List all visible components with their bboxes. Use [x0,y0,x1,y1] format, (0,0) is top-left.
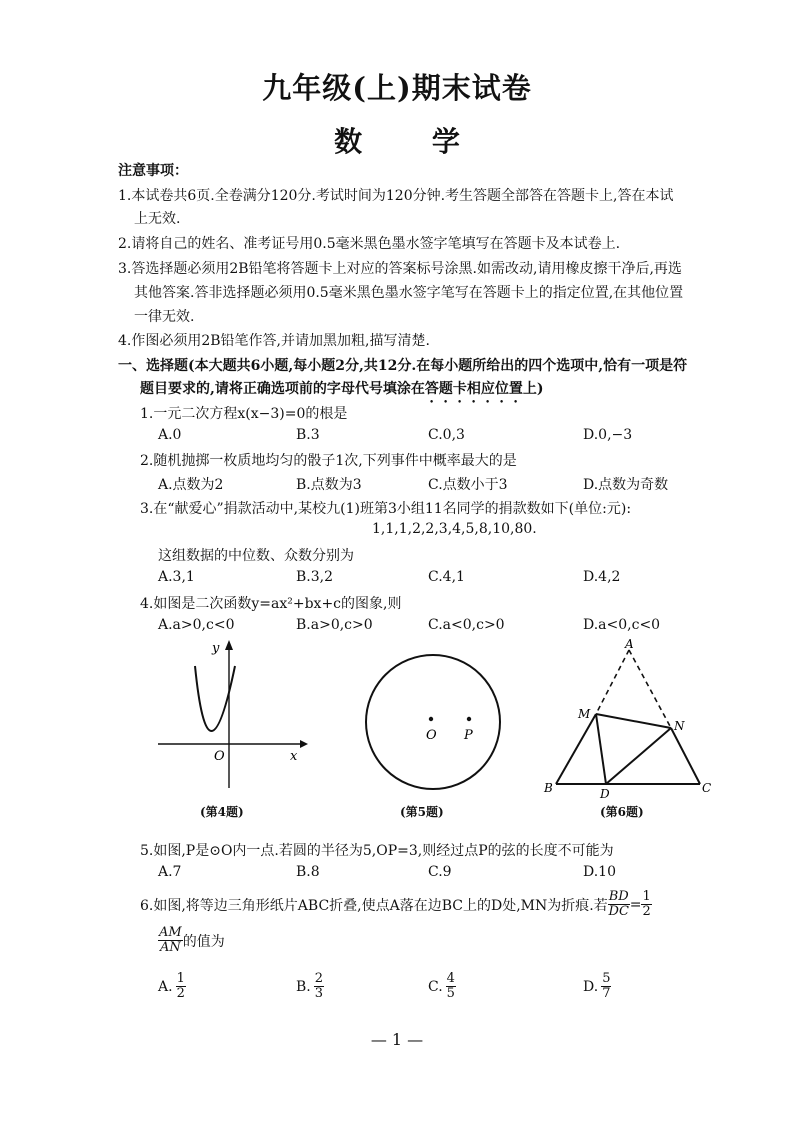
point-d-label: D [600,787,610,800]
note-line: 一律无效. [134,309,195,325]
q6-option-a: A. $\frac{1}{2}$ [158,971,185,1001]
y-axis-label: y [212,641,220,656]
q3-option-a: A.3,1 [158,569,195,585]
note-line: 其他答案.答非选择题必须用0.5毫米黑色墨水签字笔写在答题卡上的指定位置,在其他位置 [134,285,684,301]
note-line: 上无效. [134,211,181,227]
q2-option-a: A.点数为2 [158,477,224,493]
question-5-stem: 5.如图,P是⊙O内一点.若圆的半径为5,OP=3,则经过点P的弦的长度不可能为 [140,843,614,859]
q4-option-c: C.a<0,c>0 [428,617,505,633]
point-m-label: M [578,707,591,721]
q3-option-b: B.3,2 [296,569,334,585]
emphasis-text: 答题卡相应位置 [424,381,523,397]
q1-option-a: A.0 [158,427,182,443]
q4-option-d: D.a<0,c<0 [583,617,661,633]
section-heading-cont: 题目要求的,请将正确选项前的字母代号填涂在答题卡相应位置上) [140,381,544,397]
question-2-stem: 2.随机抛掷一枚质地均匀的骰子1次,下列事件中概率最大的是 [140,453,517,469]
section-heading: 一、选择题(本大题共6小题,每小题2分,共12分.在每小题所给出的四个选项中,恰有一项是符 [118,358,688,374]
q2-option-d: D.点数为奇数 [583,477,669,493]
vertex-c-label: C [702,781,712,795]
figure-5-circle [360,648,510,798]
q3-question: 这组数据的中位数、众数分别为 [158,548,354,564]
q5-option-d: D.10 [583,864,616,880]
notes-heading: 注意事项： [118,163,188,179]
question-3-stem: 3.在“献爱心”捐款活动中,某校九(1)班第3小组11名同学的捐款数如下(单位:元): [140,501,632,517]
q5-option-a: A.7 [158,864,182,880]
q3-option-c: C.4,1 [428,569,465,585]
question-4-stem: 4.如图是二次函数y=ax²+bx+c的图象,则 [140,596,402,612]
note-line: 1.本试卷共6页.全卷满分120分.考试时间为120分钟.考生答题全部答在答题卡上,答在本试 [118,188,674,204]
q2-option-b: B.点数为3 [296,477,362,493]
center-label: O [426,728,437,743]
vertex-a-label: A [625,637,634,651]
figure-6-triangle [540,636,720,800]
q3-option-d: D.4,2 [583,569,621,585]
q4-option-a: A.a>0,c<0 [158,617,235,633]
question-1-stem: 1.一元二次方程x(x−3)=0的根是 [140,406,348,422]
q5-option-b: B.8 [296,864,320,880]
question-6-stem: 6.如图,将等边三角形纸片ABC折叠,使点A落在边BC上的D处,MN为折痕.若 $\frac{BD}{DC}$ = $\frac{1}{2}$ [140,889,651,919]
page-subtitle: 数 学 [334,125,490,158]
figure-4-caption: (第4题) [200,805,244,819]
q6-option-d: D. $\frac{5}{7}$ [583,971,611,1001]
q6-option-b: B. $\frac{2}{3}$ [296,971,324,1001]
note-line: 4.作图必须用2B铅笔作答,并请加黑加粗,描写清楚. [118,333,430,349]
ratio-value: $\frac{1}{2}$ [642,889,651,919]
point-p-label: P [464,728,473,743]
origin-label: O [214,749,225,764]
q2-option-c: C.点数小于3 [428,477,508,493]
x-axis-label: x [290,749,298,764]
q3-data-line: 1,1,1,2,2,3,4,5,8,10,80. [372,521,537,537]
figure-4-parabola [150,636,310,796]
q4-option-b: B.a>0,c>0 [296,617,373,633]
ratio-bd-dc: $\frac{BD}{DC}$ [608,889,629,919]
q1-option-b: B.3 [296,427,320,443]
question-6-ask: $\frac{AM}{AN}$ 的值为 [159,925,225,955]
q1-option-c: C.0,3 [428,427,465,443]
q6-option-c: C. $\frac{4}{5}$ [428,971,455,1001]
figure-5-caption: (第5题) [400,805,444,819]
q5-option-c: C.9 [428,864,452,880]
page-title: 九年级(上)期末试卷 [262,71,532,105]
point-n-label: N [674,719,685,733]
page-number: — 1 — [370,1030,424,1049]
figure-6-caption: (第6题) [600,805,644,819]
ratio-am-an: $\frac{AM}{AN}$ [159,925,182,955]
note-line: 2.请将自己的姓名、准考证号用0.5毫米黑色墨水签字笔填写在答题卡及本试卷上. [118,236,621,252]
q1-option-d: D.0,−3 [583,427,633,443]
note-line: 3.答选择题必须用2B铅笔将答题卡上对应的答案标号涂黑.如需改动,请用橡皮擦干净后,再选 [118,261,682,277]
vertex-b-label: B [544,781,553,795]
